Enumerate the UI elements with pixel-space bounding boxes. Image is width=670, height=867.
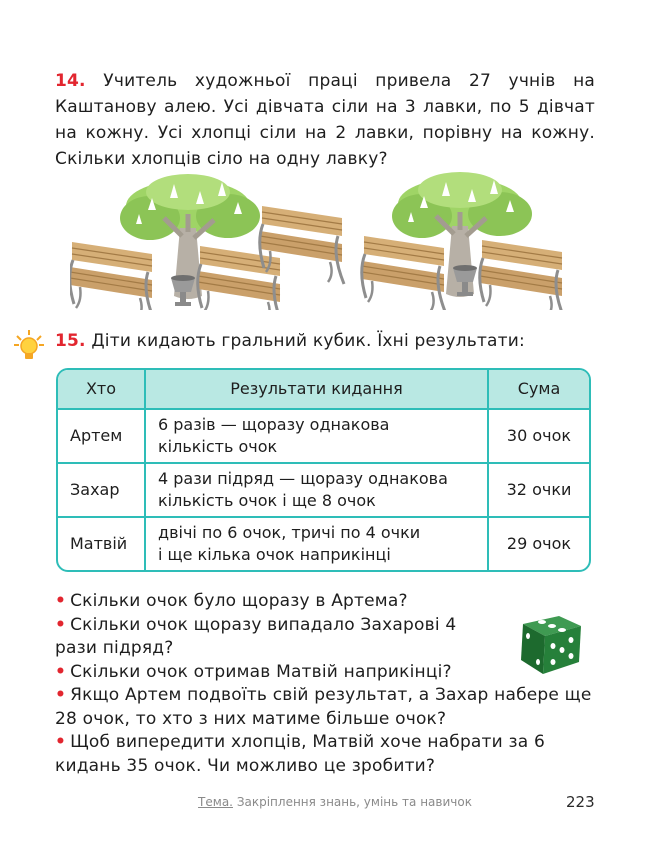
question-item (55, 614, 500, 661)
page-number: 223 (566, 793, 595, 811)
question-item (55, 684, 595, 731)
footer-theme-label: Тема. (198, 795, 233, 809)
column-header-who: Хто (58, 370, 144, 410)
table-row (58, 516, 589, 570)
bullet-icon: • (55, 591, 67, 611)
column-header-results: Результати кидання (144, 370, 487, 410)
question-text: Якщо Артем подвоїть свій результат, а Захар набере ще 28 очок, то хто з них матиме більше очок? (55, 685, 592, 729)
cell-result-line: кількість очок (158, 437, 278, 456)
task-14 (55, 68, 595, 172)
park-benches-illustration (70, 170, 580, 310)
question-text: Скільки очок було щоразу в Артема? (70, 591, 408, 611)
table-row (58, 410, 589, 462)
column-header-sum: Сума (487, 370, 589, 410)
cell-result-line: кількість очок і ще 8 очок (158, 491, 376, 510)
bullet-icon: • (55, 661, 67, 682)
bullet-icon: • (55, 685, 67, 705)
cell-result (144, 410, 487, 462)
question-text: Скільки очок отримав Матвій наприкінці? (70, 661, 452, 682)
dice-icon (515, 612, 587, 678)
question-text: Скільки очок щоразу випадало Захарові 4 рази підряд? (55, 614, 457, 658)
bullet-icon: • (55, 614, 67, 635)
lightbulb-icon (14, 330, 44, 364)
question-list (55, 590, 595, 778)
cell-sum: 29 очок (487, 516, 589, 570)
question-item (55, 731, 595, 778)
cell-result (144, 462, 487, 516)
cell-who: Захар (58, 462, 144, 516)
cell-result-line: 6 разів — щоразу однакова (158, 415, 390, 434)
cell-result-line: 4 рази підряд — щоразу однакова (158, 469, 448, 488)
task-14-text: Учитель художньої праці привела 27 учнів на Каштанову алею. Усі дівчата сіли на 3 лавки, по 5 дівчат на кожну. Усі хлопці сіли на 2 лавки, порівну на кожну. Скільки хлопців сіло на одну лавку? (55, 71, 596, 169)
cell-result-line: і ще кілька очок наприкінці (158, 545, 391, 564)
cell-sum: 32 очки (487, 462, 589, 516)
cell-who: Артем (70, 426, 123, 445)
cell-result (144, 516, 487, 570)
task-15-heading (55, 328, 595, 354)
cell-who: Матвій (58, 516, 144, 570)
table-header-row (58, 370, 589, 410)
table-row (58, 462, 589, 516)
cell-result-line: двічі по 6 очок, тричі по 4 очки (158, 523, 421, 542)
question-item (55, 661, 595, 685)
task-15-number: 15. (55, 331, 86, 351)
question-item (55, 590, 595, 614)
bullet-icon: • (55, 732, 67, 752)
footer-theme-text: Закріплення знань, умінь та навичок (236, 795, 472, 809)
task-14-number: 14. (55, 71, 86, 91)
cell-sum: 30 очок (487, 410, 589, 462)
question-text: Щоб випередити хлопців, Матвій хоче набрати за 6 кидань 35 очок. Чи можливо це зробити? (55, 732, 545, 776)
task-15-text: Діти кидають гральний кубик. Їхні результати: (91, 331, 525, 351)
dice-results-table (56, 368, 591, 572)
